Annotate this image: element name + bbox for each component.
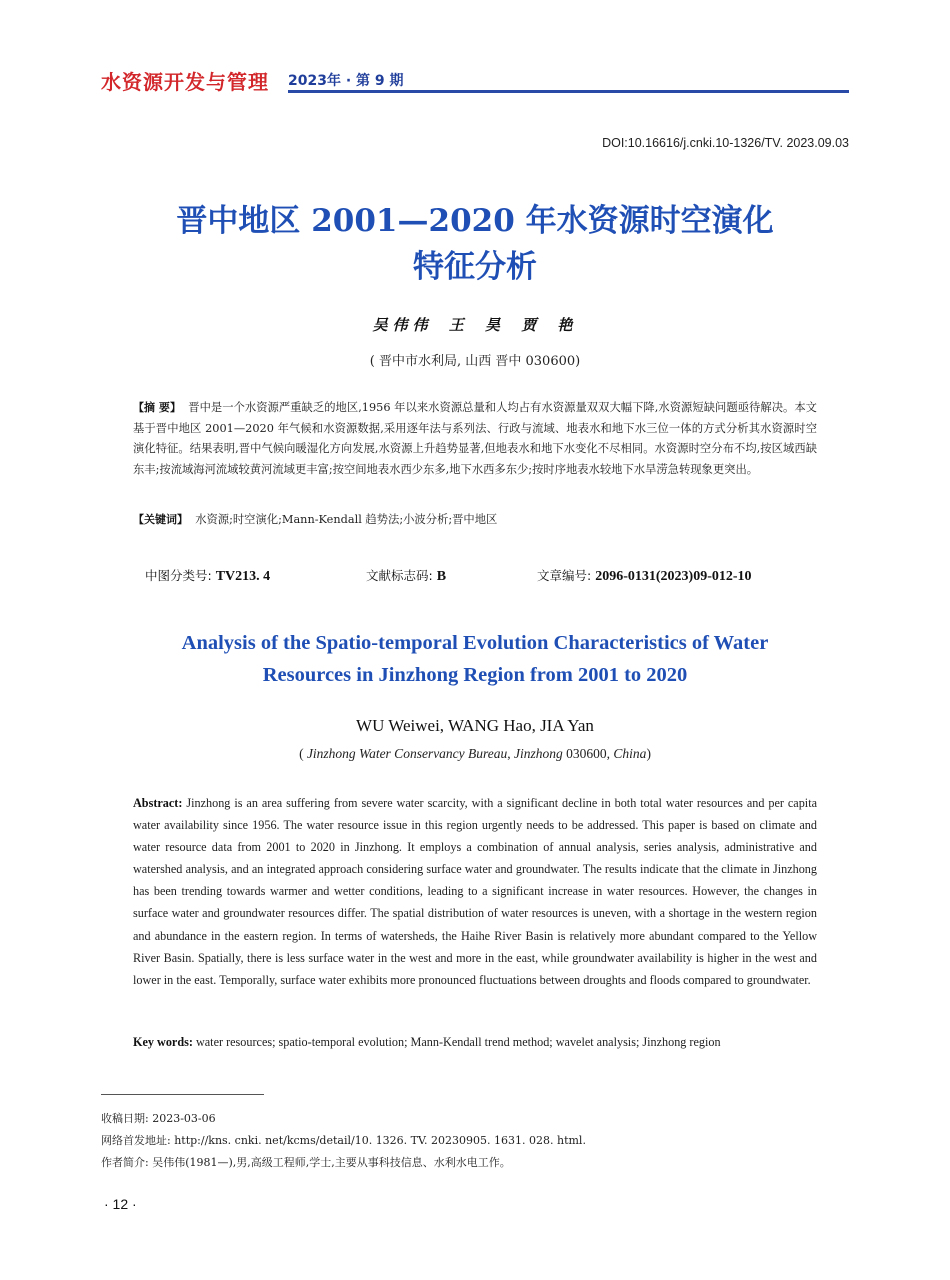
title-cn-line1: 晋中地区 2001—2020 年水资源时空演化 (176, 203, 774, 239)
abstract-en (133, 792, 817, 991)
footnote-author-bio: 作者简介: 吴伟伟(1981—),男,高级工程师,学士,主要从事科技信息、水利水电工作。 (101, 1156, 511, 1169)
abstract-cn-text: 晋中是一个水资源严重缺乏的地区,1956 年以来水资源总量和人均占有水资源量双双大幅下降,水资源短缺问题亟待解决。本文基于晋中地区 2001—2020 年气候和水资源数据,采用逐年法与系列法、行政与流域、地表水和地下水三位一体的方式分析其水资源时空演化特征。结果表明,晋中气候向暖湿化方向发展,水资源上升趋势显著,但地表水和地下水变化不尽相同。水资源时空分布不均,按区域西缺东丰;按流域海河流域较黄河流域更丰富;按空间地表水西少东多,地下水西多东少;按时序地表水较地下水旱涝急转现象更突出。 (133, 401, 817, 476)
footnote-online-url[interactable]: 网络首发地址: http://kns. cnki. net/kcms/detail/10. 1326. TV. 20230905. 1631. 028. html. (101, 1134, 586, 1147)
affil-close-paren: ) (646, 746, 651, 761)
footnote-rule (101, 1094, 264, 1095)
keywords-cn (133, 510, 817, 531)
affil-open-paren: ( (299, 746, 304, 761)
abstract-cn (133, 398, 817, 480)
abstract-en-label: Abstract: (133, 796, 183, 810)
article-label: 文章编号: (537, 568, 592, 583)
page-number: · 12 · (104, 1196, 137, 1212)
journal-issue: 2023年 · 第 9 期 (288, 73, 404, 89)
clc-number (145, 566, 270, 585)
title-en-line1: Analysis of the Spatio-temporal Evolution Characteristics of Water (181, 632, 769, 654)
abstract-cn-label: 【摘 要】 (133, 401, 181, 414)
affiliation-en: ( Jinzhong Water Conservancy Bureau, Jinzhong 030600, China) (299, 746, 651, 761)
abstract-en-text: Jinzhong is an area suffering from severe water scarcity, with a significant decline in both total water resources and per capita water availability since 1956. The water resource issue in this region urgently needs to be addressed. This paper is based on climate and water resource data from 2001 to 2020 in Jinzhong. It employs a combination of annual analysis, series analysis, administrative and watershed analysis, and an integrated approach considering surface water and groundwater. The results indicate that the climate in Jinzhong has been trending towards warmer and wetter conditions, leading to a significant increase in water resources. However, the changes in surface water and groundwater resources differ. The spatial distribution of water resources is uneven, with a shortage in the western region and abundance in the eastern region. In terms of watersheds, the Haihe River Basin is relatively more abundant compared to the Yellow River Basin. Spatially, there is less surface water in the west and more in the east, while groundwater availability is higher in the west and lower in the east. Temporally, surface water exhibits more pronounced fluctuations between droughts and floods compared to groundwater. (133, 796, 817, 987)
journal-header (101, 66, 849, 94)
doi[interactable]: DOI:10.16616/j.cnki.10-1326/TV. 2023.09.03 (602, 136, 849, 150)
document-code (366, 566, 446, 585)
affiliation-cn: ( 晋中市水利局, 山西 晋中 030600) (369, 354, 581, 369)
keywords-cn-label: 【关键词】 (133, 513, 188, 526)
footnote-received: 收稿日期: 2023-03-06 (101, 1112, 216, 1125)
clc-label: 中图分类号: (145, 568, 212, 583)
article-number (537, 566, 752, 585)
keywords-en-text: water resources; spatio-temporal evolution; Mann-Kendall trend method; wavelet analysis; Jinzhong region (195, 1035, 721, 1049)
title-cn-line2: 特征分析 (413, 249, 537, 285)
doc-label: 文献标志码: (366, 568, 433, 583)
article-value: 2096-0131(2023)09-012-10 (595, 569, 752, 584)
affil-org: Jinzhong Water Conservancy Bureau (306, 746, 508, 761)
clc-value: TV213. 4 (215, 569, 271, 584)
authors-en: WU Weiwei, WANG Hao, JIA Yan (356, 716, 594, 735)
header-rule (288, 90, 849, 93)
authors-cn: 吴伟伟 王 昊 贾 艳 (372, 316, 578, 334)
title-en-line2: Resources in Jinzhong Region from 2001 to 2020 (262, 664, 688, 686)
keywords-cn-text: 水资源;时空演化;Mann-Kendall 趋势法;小波分析;晋中地区 (195, 513, 498, 526)
affil-city: Jinzhong (514, 746, 563, 761)
doc-value: B (436, 569, 447, 584)
keywords-en-label: Key words: (133, 1035, 193, 1049)
journal-name: 水资源开发与管理 (101, 70, 269, 94)
affil-country: China (613, 746, 647, 761)
keywords-en (133, 1035, 817, 1050)
affil-zip: 030600 (566, 746, 607, 761)
